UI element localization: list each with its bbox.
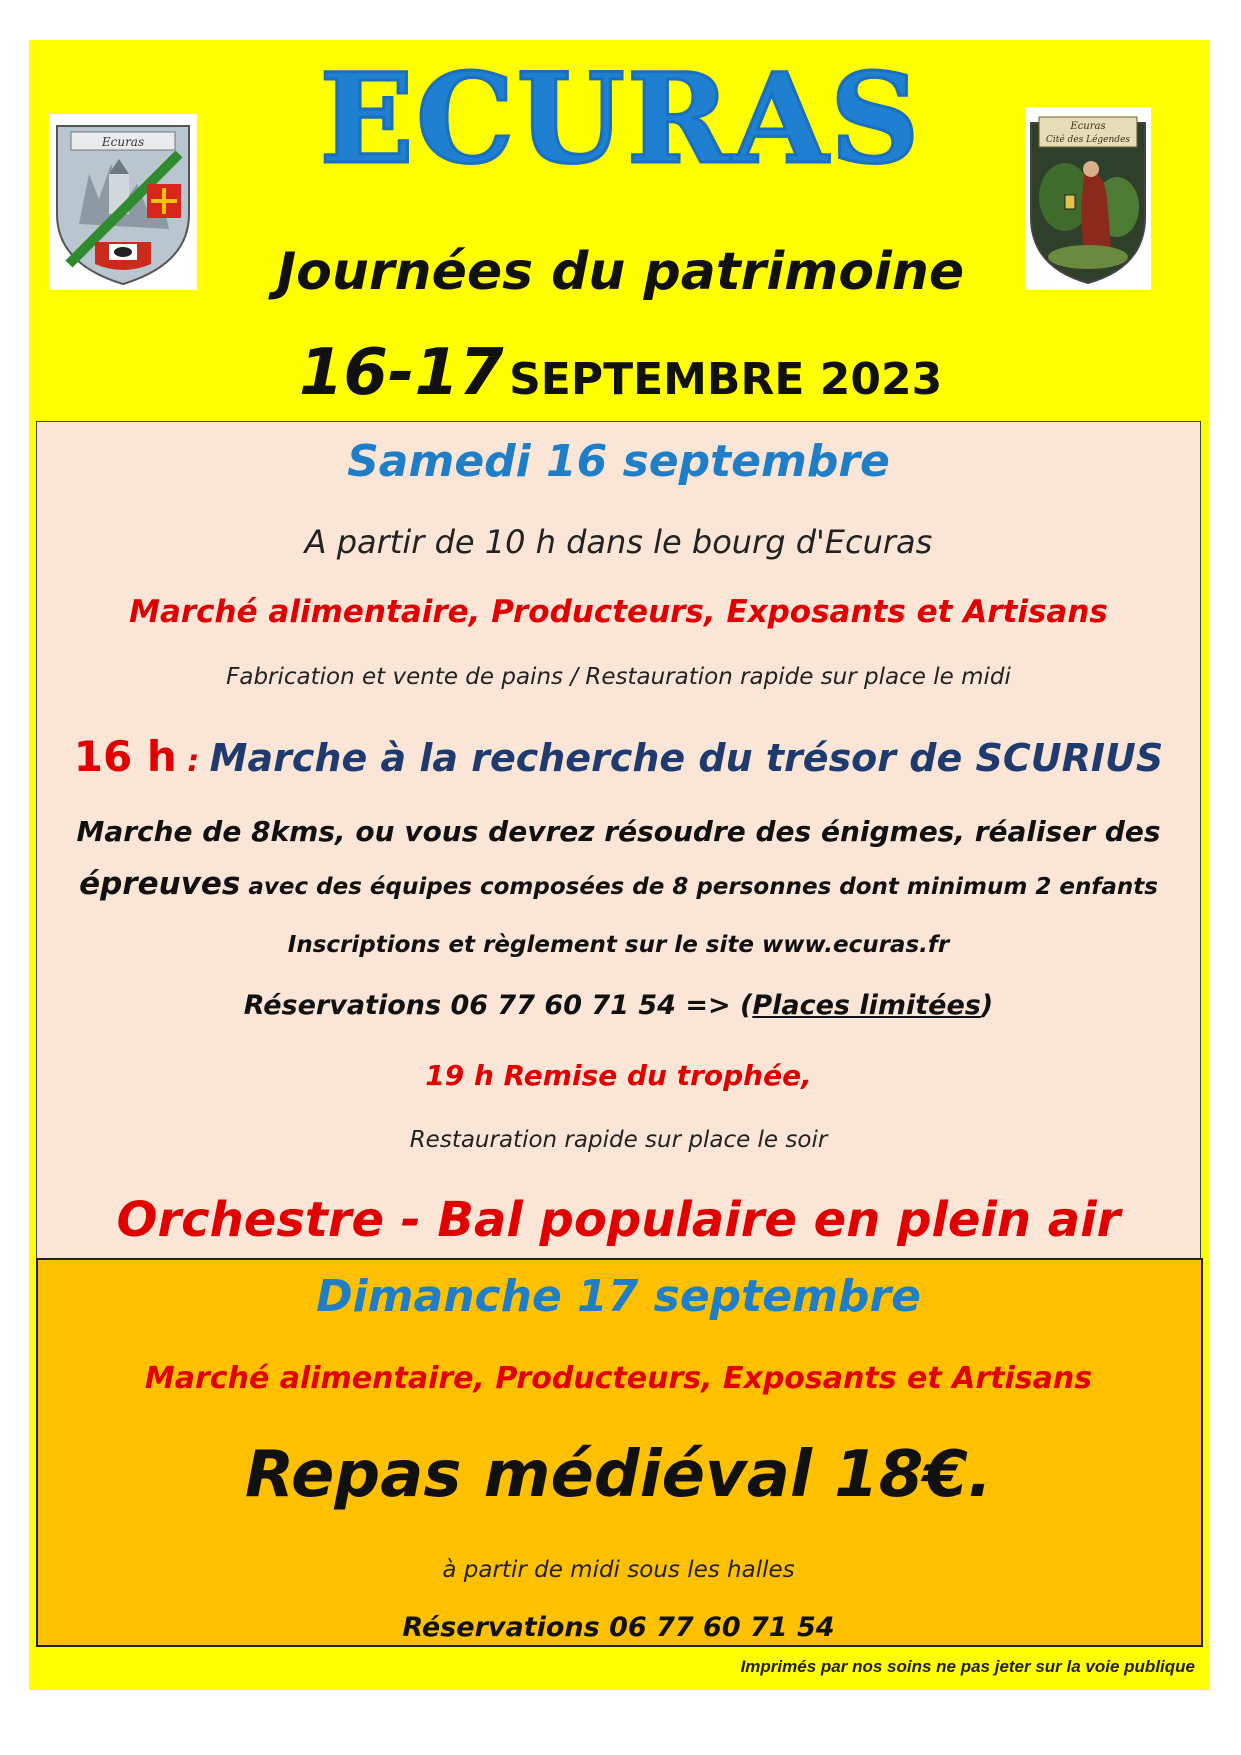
meal-info: à partir de midi sous les halles [442,1557,795,1583]
medieval-meal: Repas médiéval 18€. [244,1438,993,1512]
saturday-intro: A partir de 10 h dans le bourg d'Ecuras [304,523,933,561]
saturday-reservation [36,990,1201,1021]
date-month-year: SEPTEMBRE 2023 [509,354,943,405]
saturday-heading: Samedi 16 septembre [347,436,890,487]
event-dates [0,336,1241,410]
walk-desc2-a: épreuves [79,866,241,902]
banner-line1: Ecuras [1070,121,1106,132]
treasure-walk-title [36,732,1201,781]
places-limited: Places limitées [752,990,981,1021]
walk-desc2-b: avec des équipes composées de 8 personnes dont minimum 2 enfants [240,874,1158,900]
sunday-reservation: Réservations 06 77 60 71 54 [402,1612,835,1643]
evening-food: Restauration rapide sur place le soir [409,1127,828,1153]
trophy-ceremony: 19 h Remise du trophée, [425,1059,812,1092]
ball-announcement: Orchestre - Bal populaire en plein air [116,1192,1121,1248]
registration-info: Inscriptions et règlement sur le site www.ecuras.fr [287,932,950,958]
walk-title: Marche à la recherche du trésor de SCURIUS [209,736,1164,780]
walk-separator: : [176,744,210,779]
date-days: 16-17 [298,336,504,410]
reservation-suffix: ) [980,990,994,1021]
sunday-heading: Dimanche 17 septembre [316,1271,921,1322]
walk-description-2 [36,866,1201,902]
walk-time: 16 h [73,732,177,781]
banner-line2: Cité des Légendes [1045,135,1131,145]
crest-banner-text: Ecuras [101,135,145,149]
walk-description-1: Marche de 8kms, ou vous devrez résoudre des énigmes, réaliser des [76,815,1161,848]
saturday-market: Marché alimentaire, Producteurs, Exposants et Artisans [129,594,1108,630]
print-notice: Imprimés par nos soins ne pas jeter sur la voie publique [740,1657,1195,1676]
saturday-bread: Fabrication et vente de pains / Restauration rapide sur place le midi [226,664,1011,690]
event-subtitle: Journées du patrimoine [276,242,965,302]
reservation-prefix: Réservations 06 77 60 71 54 => ( [243,990,753,1021]
town-title: ECURAS [319,47,922,192]
sunday-market: Marché alimentaire, Producteurs, Exposants et Artisans [144,1361,1093,1396]
